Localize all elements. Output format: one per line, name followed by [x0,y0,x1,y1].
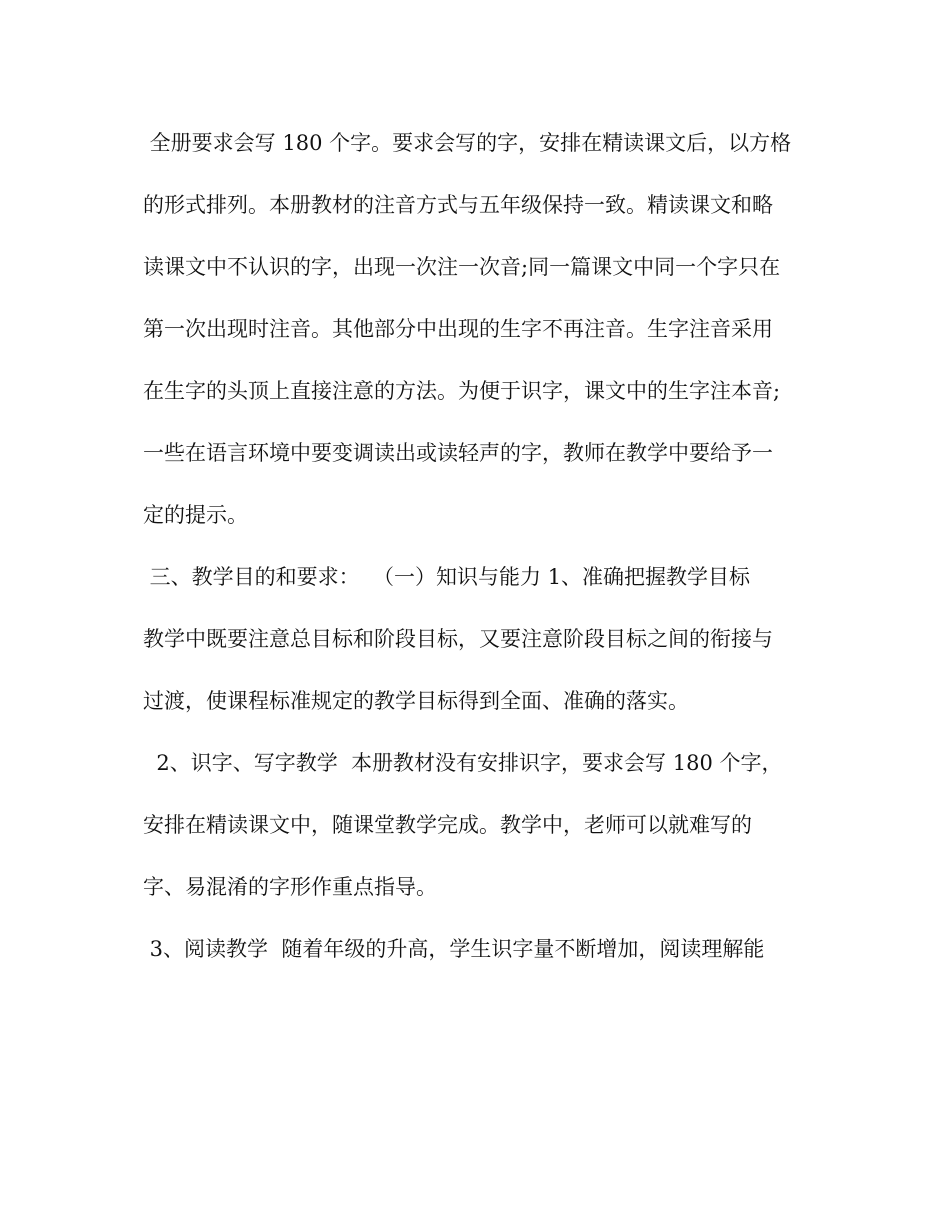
text-line-1: 全册要求会写 180 个字。要求会写的字，安排在精读课文后，以方格 [143,131,792,155]
subsection-line-2: 2、识字、写字教学 本册教材没有安排识字，要求会写 180 个字， [143,751,783,775]
text-line-6: 一些在语言环境中要变调读出或读轻声的字，教师在教学中要给予一 [143,441,773,465]
text-line-2: 的形式排列。本册教材的注音方式与五年级保持一致。精读课文和略 [143,193,773,217]
body-text [143,122,823,990]
text-line-7: 定的提示。 [143,503,248,527]
text-line-13: 字、易混淆的字形作重点指导。 [143,875,437,899]
text-line-4: 第一次出现时注音。其他部分中出现的生字不再注音。生字注音采用 [143,317,773,341]
subsection-line-3: 3、阅读教学 随着年级的升高，学生识字量不断增加，阅读理解能 [143,937,765,961]
section-heading-line: 三、教学目的和要求： （一）知识与能力 1、准确把握教学目标 [143,565,751,589]
text-line-9: 教学中既要注意总目标和阶段目标，又要注意阶段目标之间的衔接与 [143,627,773,651]
text-line-12: 安排在精读课文中，随课堂教学完成。教学中，老师可以就难写的 [143,813,752,837]
text-line-5: 在生字的头顶上直接注意的方法。为便于识字，课文中的生字注本音; [143,379,781,403]
text-line-3: 读课文中不认识的字，出现一次注一次音;同一篇课文中同一个字只在 [143,255,781,279]
text-line-10: 过渡，使课程标准规定的教学目标得到全面、准确的落实。 [143,689,689,713]
